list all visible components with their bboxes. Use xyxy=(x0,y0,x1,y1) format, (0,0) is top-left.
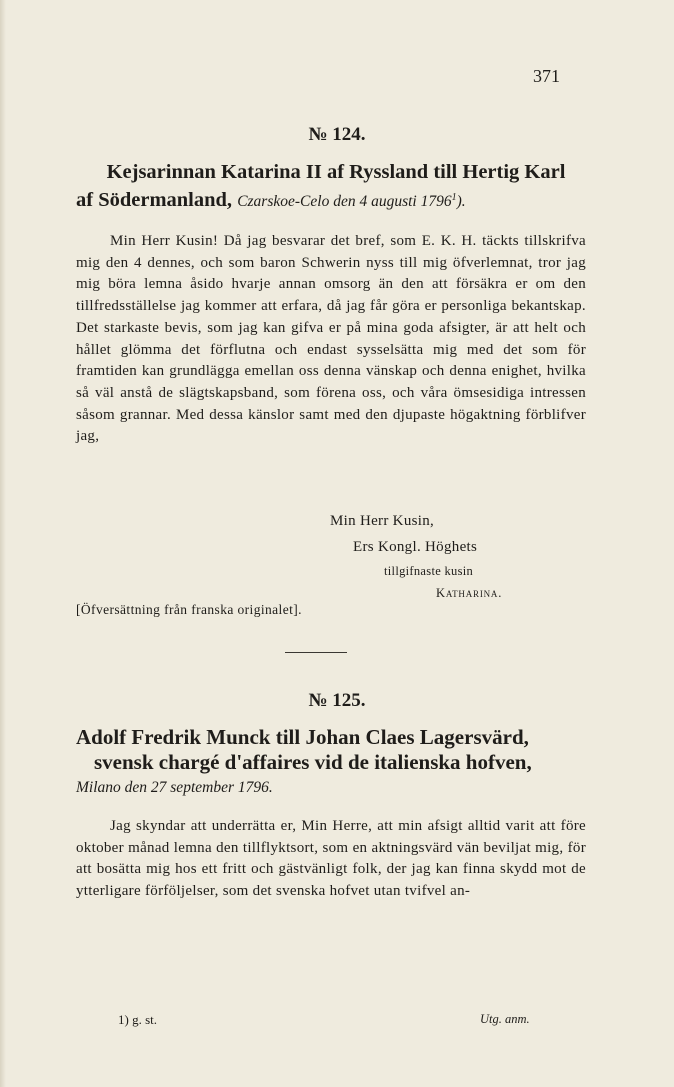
letter-125-heading-line1: Adolf Fredrik Munck till Johan Claes Lagersvärd, xyxy=(76,725,529,749)
closing-phrase: tillgifnaste kusin xyxy=(384,564,474,578)
letter-125-date: Milano den 27 september 1796. xyxy=(76,779,273,796)
footnote-mark: 1 xyxy=(451,192,457,203)
footnote: 1) g. st. xyxy=(118,1012,157,1027)
letter-124-date-end: ). xyxy=(456,193,466,211)
letter-125-paragraph: Jag skyndar att underrätta er, Min Herre, att min afsigt alltid varit att före oktober månad lemna den tillflyktsort, som en aktningsvärd vän beviljat mig, för att bosätta mig hos ett fritt och gästvänligt folk, der jag kan finna skydd mot de ytterligare förföljelser, som det svenska hofvet utan tvifvel an- xyxy=(76,818,586,900)
closing-salutation: Min Herr Kusin, xyxy=(330,513,435,529)
letter-125-body xyxy=(76,816,586,903)
closing-title: Ers Kongl. Höghets xyxy=(353,539,478,555)
letter-number-125: № 125. xyxy=(308,690,366,711)
letter-124-heading xyxy=(76,160,596,214)
letter-number-124: № 124. xyxy=(308,124,366,145)
footnote-editor-note: Utg. anm. xyxy=(480,1012,530,1026)
letter-124-body xyxy=(76,231,586,448)
letter-124-paragraph: Min Herr Kusin! Då jag besvarar det bref, som E. K. H. täckts tillskrifva mig den 4 dennes, och som baron Schwerin nyss till mig öfverlemnat, tror jag mig böra lemna åsido hvarje annan omsorg än den att försäkra er om den tillfredsställelse jag kommer att erfara, då jag får göra er personliga bekantskap. Det starkaste bevis, som jag kan gifva er på mina goda afsigter, är att helt och hållet glömma det förflutna och endast sysselsätta mig med det som för framtiden kan grundlägga emellan oss denna vänskap och denna enighet, hvilka så väl anstå de slägtskapsband, som förena oss, och våra ömsesidiga intressen såsom grannar. Med dessa känslor samt med den djupaste högaktning förblifver jag, xyxy=(76,233,586,445)
signature: Katharina. xyxy=(436,586,503,600)
letter-124-heading-line2 xyxy=(76,185,596,214)
page-number: 371 xyxy=(533,66,560,86)
translation-note: [Öfversättning från franska originalet]. xyxy=(76,602,302,617)
page-edge xyxy=(0,0,6,1087)
letter-125-heading-line2: svensk chargé d'affaires vid de italienska hofven, xyxy=(94,750,532,774)
section-divider xyxy=(285,652,347,653)
letter-124-date-text: Czarskoe-Celo den 4 augusti 1796 xyxy=(237,193,452,211)
letter-125-heading xyxy=(76,725,596,800)
letter-124-heading-line1: Kejsarinnan Katarina II af Ryssland till Hertig Karl xyxy=(106,161,566,183)
letter-124-date xyxy=(237,193,465,210)
letter-124-addressee: af Södermanland, xyxy=(76,189,233,212)
